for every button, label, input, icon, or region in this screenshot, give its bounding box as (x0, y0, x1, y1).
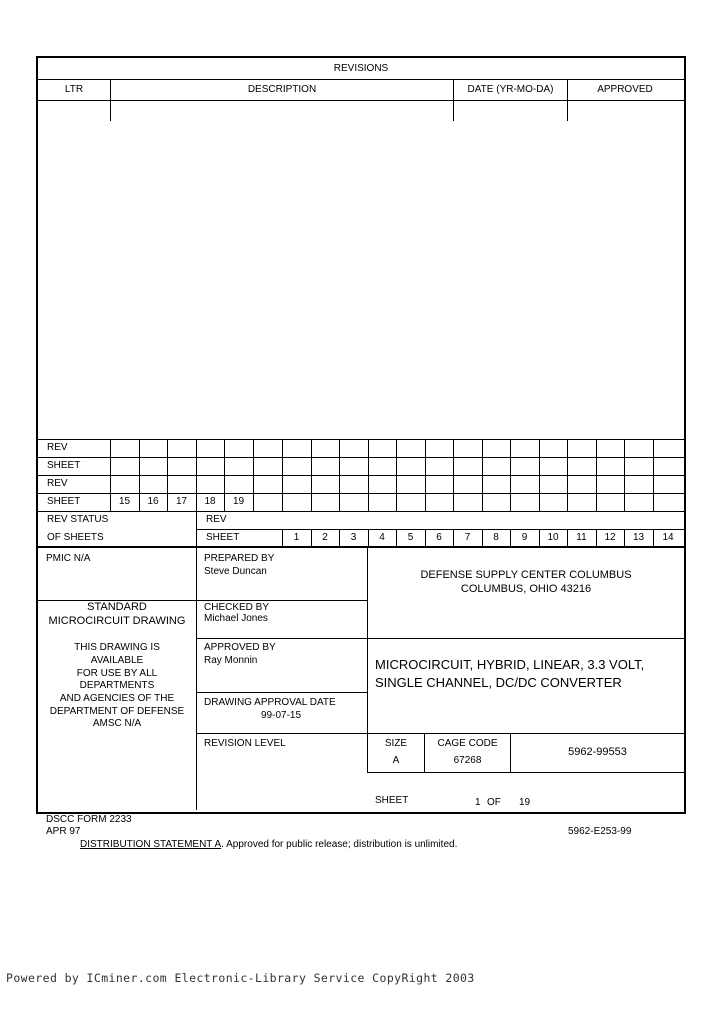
grid-row2-label: SHEET (47, 460, 81, 471)
approved-by-label: APPROVED BY (204, 642, 276, 653)
grid-line (624, 529, 625, 546)
sheet-number: 18 (204, 496, 216, 507)
availability-line: DEPARTMENTS (79, 680, 155, 691)
grid-line (282, 439, 283, 511)
standard-line1: STANDARD (87, 601, 147, 613)
grid-line (196, 439, 197, 511)
grid-line (282, 529, 283, 546)
divider (38, 100, 684, 101)
col-description: DESCRIPTION (247, 84, 317, 95)
sheet-number: 13 (632, 532, 645, 543)
grid-line (453, 529, 454, 546)
doc-code: 5962-E253-99 (568, 826, 632, 837)
divider (196, 733, 684, 734)
availability-line: DEPARTMENT OF DEFENSE (49, 706, 185, 717)
availability-line: FOR USE BY ALL (76, 668, 158, 679)
divider (196, 600, 367, 601)
grid-line (224, 439, 225, 511)
cage-code: 67268 (453, 755, 482, 766)
form-date: APR 97 (46, 826, 81, 837)
grid-line (596, 529, 597, 546)
sheet-number: 7 (464, 532, 471, 543)
divider (38, 493, 684, 494)
divider (196, 692, 367, 693)
of-sheets-label: OF SHEETS (47, 532, 104, 543)
divider (367, 772, 684, 773)
grid-line (311, 439, 312, 511)
grid-line (196, 511, 197, 546)
grid-line (396, 439, 397, 511)
checked-by: Michael Jones (204, 613, 268, 624)
grid-line (539, 529, 540, 546)
distribution-statement (80, 839, 457, 851)
sheet-total: 19 (519, 797, 531, 808)
divider (110, 79, 111, 121)
availability-line: AND AGENCIES OF THE (59, 693, 175, 704)
drawing-approval-date-label: DRAWING APPROVAL DATE (204, 697, 336, 708)
divider (196, 529, 684, 530)
grid-line (368, 529, 369, 546)
cage-code-label: CAGE CODE (437, 738, 498, 749)
rev-status-label: REV STATUS (47, 514, 109, 525)
prepared-by: Steve Duncan (204, 566, 267, 577)
sheet-number: 15 (118, 496, 131, 507)
grid-line (567, 529, 568, 546)
grid-line (110, 439, 111, 511)
rev-label: REV (206, 514, 227, 525)
powered-by-notice: Powered by ICminer.com Electronic-Library Service CopyRight 2003 (6, 971, 475, 985)
sheet-number: 14 (662, 532, 674, 543)
sheet-number: 6 (436, 532, 442, 543)
divider (38, 511, 684, 512)
sheet-number: 12 (604, 532, 616, 543)
availability-line: THIS DRAWING IS (74, 642, 160, 653)
checked-by-label: CHECKED BY (204, 602, 270, 613)
prepared-by-label: PREPARED BY (204, 553, 275, 564)
sheet-number: 4 (379, 532, 385, 543)
grid-line (453, 439, 454, 511)
sheet-number: 10 (547, 532, 559, 543)
grid-line (253, 439, 254, 511)
availability-line: AVAILABLE (90, 655, 144, 666)
sheet-of: OF (487, 797, 501, 808)
form-number: DSCC FORM 2233 (46, 814, 132, 825)
agency-line2: COLUMBUS, OHIO 43216 (460, 583, 592, 595)
agency-line1: DEFENSE SUPPLY CENTER COLUMBUS (420, 569, 632, 581)
title-line1: MICROCIRCUIT, HYBRID, LINEAR, 3.3 VOLT, (375, 657, 645, 672)
sheet-number: 16 (147, 496, 159, 507)
grid-line (425, 529, 426, 546)
sheet-number: 17 (175, 496, 188, 507)
sheet-number: 8 (493, 532, 499, 543)
divider (38, 439, 684, 440)
approved-by: Ray Monnin (204, 655, 258, 666)
grid-line (311, 529, 312, 546)
revisions-title: REVISIONS (333, 63, 389, 74)
grid-line (624, 439, 625, 511)
grid-line (567, 439, 568, 511)
pmic: PMIC N/A (46, 553, 91, 564)
distribution-label: DISTRIBUTION STATEMENT A (80, 839, 222, 850)
grid-line (425, 439, 426, 511)
divider (38, 79, 684, 80)
standard-line2: MICROCIRCUIT DRAWING (48, 615, 186, 627)
grid-line (396, 529, 397, 546)
grid-row4-label: SHEET (47, 496, 81, 507)
sheet-label: SHEET (206, 532, 240, 543)
size-value: A (392, 755, 400, 766)
sheet-number: 2 (322, 532, 328, 543)
grid-line (510, 529, 511, 546)
col-approved: APPROVED (597, 84, 653, 95)
grid-line (482, 439, 483, 511)
grid-line (167, 439, 168, 511)
grid-line (139, 439, 140, 511)
sheet-number: 5 (407, 532, 414, 543)
title-line2: SINGLE CHANNEL, DC/DC CONVERTER (375, 675, 622, 690)
divider (38, 457, 684, 458)
sheet-number: 3 (350, 532, 357, 543)
divider (38, 546, 684, 548)
sheet-current: 1 (475, 797, 481, 808)
col-date: DATE (YR-MO-DA) (467, 84, 554, 95)
sheet-number: 1 (293, 532, 300, 543)
divider (38, 475, 684, 476)
size-label: SIZE (384, 738, 408, 749)
grid-line (539, 439, 540, 511)
sheet-number: 9 (521, 532, 528, 543)
drawing-approval-date: 99-07-15 (261, 710, 302, 721)
divider (567, 79, 568, 121)
grid-line (482, 529, 483, 546)
divider (196, 638, 684, 639)
divider (196, 546, 197, 810)
amsc: AMSC N/A (92, 718, 142, 729)
grid-row3-label: REV (47, 478, 68, 489)
revision-level-label: REVISION LEVEL (204, 738, 286, 749)
sheet-label-bottom: SHEET (375, 795, 409, 806)
grid-line (510, 439, 511, 511)
grid-line (653, 439, 654, 511)
grid-line (339, 439, 340, 511)
grid-line (339, 529, 340, 546)
distribution-text: . Approved for public release; distribution is unlimited. (221, 839, 458, 850)
grid-row1-label: REV (47, 442, 68, 453)
sheet-number: 19 (232, 496, 245, 507)
drawing-number: 5962-99553 (568, 746, 627, 758)
grid-line (653, 529, 654, 546)
col-ltr: LTR (64, 84, 84, 95)
grid-line (596, 439, 597, 511)
sheet-number: 11 (576, 532, 587, 543)
divider (453, 79, 454, 121)
grid-line (368, 439, 369, 511)
